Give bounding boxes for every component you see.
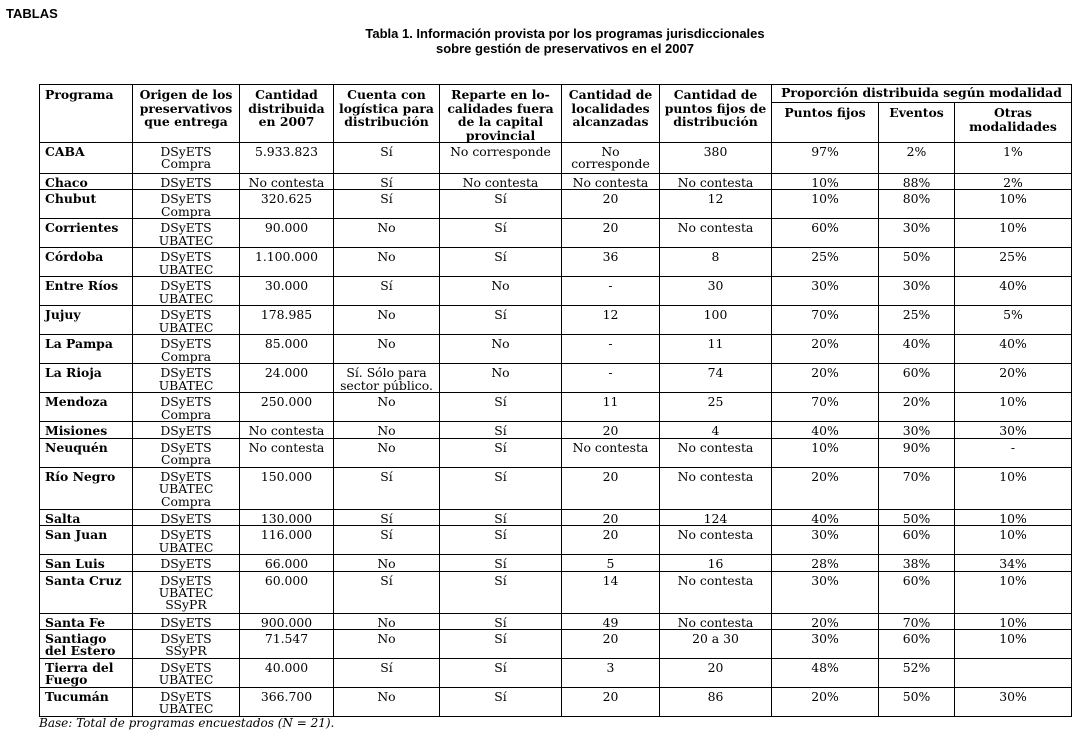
cell-logistica: No [334,248,440,277]
table-row [40,143,1072,174]
header-origen: Origen de los preservativos que entrega [133,85,240,143]
cell-otras: 10% [955,393,1072,422]
cell-cantidad: 66.000 [240,555,334,571]
cell-otras: 30% [955,688,1072,717]
table-footnote: Base: Total de programas encuestados (N = 21). [39,716,335,730]
cell-eventos: 40% [879,335,955,364]
cell-logistica: No [334,613,440,629]
cell-logistica: No [334,438,440,467]
cell-eventos: 88% [879,174,955,190]
table-row [40,219,1072,248]
cell-origen [133,613,240,629]
origen-item: Compra [161,156,211,172]
cell-reparte: No [440,277,562,306]
section-label: TABLAS [6,6,58,21]
cell-origen [133,190,240,219]
cell-otras: 10% [955,219,1072,248]
cell-localidades: 20 [562,509,660,525]
cell-puntos: No contesta [660,438,772,467]
cell-logistica: Sí [334,174,440,190]
cell-puntos-fijos: 25% [772,248,879,277]
origen-item: UBATEC [158,377,214,393]
table-row [40,438,1072,467]
table-row [40,364,1072,393]
cell-reparte: Sí [440,438,562,467]
cell-reparte: Sí [440,393,562,422]
cell-origen [133,277,240,306]
cell-programa: Salta [40,509,133,525]
origen-item: DSyETS [160,556,212,572]
cell-programa: Tierra del Fuego [40,659,133,688]
cell-puntos: 8 [660,248,772,277]
cell-eventos: 52% [879,659,955,688]
cell-origen [133,659,240,688]
origen-item: SSyPR [165,643,207,659]
origen-item: DSyETS [160,631,212,647]
cell-localidades: 12 [562,306,660,335]
cell-programa: La Pampa [40,335,133,364]
cell-logistica: No [334,688,440,717]
cell-localidades: - [562,364,660,393]
cell-cantidad: 320.625 [240,190,334,219]
origen-item: Compra [161,493,211,509]
cell-cantidad: 71.547 [240,630,334,659]
origen-item: DSyETS [160,510,212,526]
cell-otras: 10% [955,630,1072,659]
cell-puntos-fijos: 97% [772,143,879,174]
table-body [40,143,1072,717]
cell-reparte: No [440,364,562,393]
cell-otras: 20% [955,364,1072,393]
cell-programa: Tucumán [40,688,133,717]
cell-eventos: 38% [879,555,955,571]
cell-puntos-fijos: 10% [772,438,879,467]
cell-origen [133,364,240,393]
cell-localidades: No contesta [562,174,660,190]
cell-logistica: No [334,219,440,248]
origen-item: UBATEC [158,232,214,248]
cell-programa: Santa Cruz [40,571,133,613]
origen-item: DSyETS [160,439,212,455]
origen-item: UBATEC [158,701,214,717]
cell-puntos-fijos: 20% [772,335,879,364]
cell-otras: 10% [955,190,1072,219]
cell-reparte: Sí [440,613,562,629]
cell-origen [133,219,240,248]
cell-programa: San Luis [40,555,133,571]
cell-origen [133,174,240,190]
cell-origen [133,555,240,571]
cell-otras: 10% [955,571,1072,613]
cell-cantidad: 5.933.823 [240,143,334,174]
cell-reparte: Sí [440,467,562,509]
cell-eventos: 50% [879,248,955,277]
origen-item: Compra [161,348,211,364]
cell-eventos: 30% [879,422,955,438]
cell-programa: La Rioja [40,364,133,393]
cell-programa: Río Negro [40,467,133,509]
table-row [40,555,1072,571]
cell-programa: Santiago del Estero [40,630,133,659]
cell-origen [133,630,240,659]
cell-puntos: 16 [660,555,772,571]
cell-puntos-fijos: 20% [772,364,879,393]
cell-reparte: No contesta [440,174,562,190]
table-row [40,630,1072,659]
cell-programa: Misiones [40,422,133,438]
cell-origen [133,438,240,467]
cell-eventos: 60% [879,571,955,613]
cell-puntos: 12 [660,190,772,219]
origen-item: DSyETS [160,278,212,294]
cell-programa: CABA [40,143,133,174]
cell-origen [133,509,240,525]
cell-reparte: Sí [440,659,562,688]
origen-item: DSyETS [160,336,212,352]
cell-cantidad: 366.700 [240,688,334,717]
cell-otras: 10% [955,509,1072,525]
programs-table [39,84,1072,717]
table-header [40,85,1072,143]
cell-programa: Chubut [40,190,133,219]
cell-otras: 10% [955,526,1072,555]
cell-origen [133,422,240,438]
cell-reparte: Sí [440,630,562,659]
cell-localidades: - [562,277,660,306]
header-programa: Programa [40,85,133,143]
origen-item: DSyETS [160,220,212,236]
cell-logistica: Sí [334,467,440,509]
cell-cantidad: 116.000 [240,526,334,555]
cell-logistica: No [334,630,440,659]
cell-logistica: Sí [334,277,440,306]
cell-logistica: Sí [334,659,440,688]
cell-eventos: 70% [879,613,955,629]
cell-localidades: 20 [562,467,660,509]
cell-cantidad: 150.000 [240,467,334,509]
cell-puntos-fijos: 70% [772,393,879,422]
table-row [40,659,1072,688]
cell-cantidad: No contesta [240,422,334,438]
origen-item: DSyETS [160,614,212,630]
cell-otras [955,659,1072,688]
cell-cantidad: 900.000 [240,613,334,629]
cell-otras: - [955,438,1072,467]
origen-item: UBATEC [158,261,214,277]
table-row [40,613,1072,629]
cell-otras: 34% [955,555,1072,571]
cell-puntos-fijos: 10% [772,190,879,219]
table-row [40,571,1072,613]
table-row [40,526,1072,555]
cell-reparte: Sí [440,190,562,219]
cell-puntos: No contesta [660,571,772,613]
caption-line-2: sobre gestión de preservativos en el 2007 [436,41,694,56]
origen-item: DSyETS [160,689,212,705]
origen-item: DSyETS [160,468,212,484]
origen-item: DSyETS [160,527,212,543]
cell-eventos: 60% [879,364,955,393]
cell-otras: 40% [955,335,1072,364]
origen-item: DSyETS [160,423,212,439]
cell-cantidad: 90.000 [240,219,334,248]
cell-reparte: Sí [440,219,562,248]
cell-puntos-fijos: 48% [772,659,879,688]
cell-eventos: 25% [879,306,955,335]
cell-eventos: 2% [879,143,955,174]
cell-localidades: 20 [562,526,660,555]
cell-puntos: 30 [660,277,772,306]
cell-puntos-fijos: 10% [772,174,879,190]
cell-origen [133,335,240,364]
cell-localidades: 5 [562,555,660,571]
cell-eventos: 30% [879,277,955,306]
cell-logistica: No [334,555,440,571]
cell-localidades: 36 [562,248,660,277]
caption-line-1: Tabla 1. Información provista por los programas jurisdiccionales [365,26,765,41]
cell-reparte: No corresponde [440,143,562,174]
header-cantidad: Cantidad distribuida en 2007 [240,85,334,143]
origen-item: Compra [161,452,211,468]
cell-reparte: Sí [440,248,562,277]
cell-puntos: 100 [660,306,772,335]
origen-item: DSyETS [160,660,212,676]
cell-puntos-fijos: 40% [772,509,879,525]
cell-puntos-fijos: 30% [772,526,879,555]
origen-item: UBATEC [158,585,214,601]
cell-cantidad: 130.000 [240,509,334,525]
cell-origen [133,526,240,555]
cell-eventos: 80% [879,190,955,219]
cell-origen [133,248,240,277]
cell-reparte: Sí [440,509,562,525]
cell-puntos-fijos: 30% [772,630,879,659]
cell-eventos: 50% [879,509,955,525]
cell-otras: 30% [955,422,1072,438]
cell-puntos-fijos: 28% [772,555,879,571]
cell-localidades: 14 [562,571,660,613]
origen-item: Compra [161,203,211,219]
cell-origen [133,467,240,509]
cell-puntos: 20 a 30 [660,630,772,659]
table-caption [0,26,1077,56]
table-row [40,174,1072,190]
cell-puntos-fijos: 30% [772,277,879,306]
cell-reparte: Sí [440,555,562,571]
cell-programa: San Juan [40,526,133,555]
header-proporcion: Proporción distribuida según modalidad [772,85,1072,103]
cell-localidades: 3 [562,659,660,688]
cell-cantidad: 24.000 [240,364,334,393]
table-row [40,306,1072,335]
cell-eventos: 30% [879,219,955,248]
cell-localidades: No corresponde [562,143,660,174]
cell-cantidad: 178.985 [240,306,334,335]
cell-puntos: 4 [660,422,772,438]
cell-programa: Corrientes [40,219,133,248]
cell-puntos-fijos: 70% [772,306,879,335]
cell-otras: 40% [955,277,1072,306]
cell-puntos-fijos: 20% [772,688,879,717]
cell-eventos: 20% [879,393,955,422]
origen-item: DSyETS [160,572,212,588]
cell-eventos: 90% [879,438,955,467]
cell-localidades: No contesta [562,438,660,467]
cell-otras: 25% [955,248,1072,277]
cell-programa: Neuquén [40,438,133,467]
cell-logistica: No [334,393,440,422]
cell-cantidad: 30.000 [240,277,334,306]
cell-origen [133,688,240,717]
origen-item: DSyETS [160,175,212,190]
origen-item: UBATEC [158,290,214,306]
cell-reparte: No [440,335,562,364]
origen-item: UBATEC [158,539,214,555]
cell-localidades: 20 [562,219,660,248]
cell-localidades: 20 [562,422,660,438]
cell-puntos: 25 [660,393,772,422]
table-row [40,509,1072,525]
cell-puntos-fijos: 30% [772,571,879,613]
cell-localidades: 20 [562,688,660,717]
cell-puntos: No contesta [660,467,772,509]
cell-programa: Santa Fe [40,613,133,629]
cell-logistica: No [334,422,440,438]
cell-logistica: Sí [334,190,440,219]
table-row [40,277,1072,306]
cell-eventos: 70% [879,467,955,509]
origen-item: DSyETS [160,191,212,207]
cell-programa: Entre Ríos [40,277,133,306]
cell-programa: Mendoza [40,393,133,422]
origen-item: UBATEC [158,319,214,335]
header-localidades: Cantidad de localidades alcanzadas [562,85,660,143]
origen-item: DSyETS [160,394,212,410]
cell-reparte: Sí [440,306,562,335]
cell-localidades: 49 [562,613,660,629]
cell-logistica: No [334,335,440,364]
cell-logistica: Sí [334,526,440,555]
cell-otras: 1% [955,143,1072,174]
table-row [40,335,1072,364]
cell-cantidad: 85.000 [240,335,334,364]
cell-logistica: Sí [334,509,440,525]
cell-cantidad: No contesta [240,174,334,190]
cell-cantidad: No contesta [240,438,334,467]
cell-cantidad: 1.100.000 [240,248,334,277]
cell-logistica: Sí [334,571,440,613]
cell-puntos: 124 [660,509,772,525]
cell-otras: 5% [955,306,1072,335]
cell-eventos: 60% [879,526,955,555]
origen-item: DSyETS [160,249,212,265]
cell-otras: 10% [955,613,1072,629]
origen-item: DSyETS [160,144,212,159]
cell-cantidad: 40.000 [240,659,334,688]
cell-puntos: 86 [660,688,772,717]
cell-cantidad: 60.000 [240,571,334,613]
origen-item: DSyETS [160,365,212,381]
cell-reparte: Sí [440,422,562,438]
cell-puntos: 20 [660,659,772,688]
cell-origen [133,143,240,174]
origen-item: DSyETS [160,307,212,323]
cell-origen [133,393,240,422]
cell-localidades: - [562,335,660,364]
cell-puntos: No contesta [660,526,772,555]
cell-puntos: 380 [660,143,772,174]
cell-eventos: 60% [879,630,955,659]
cell-origen [133,306,240,335]
header-puntos: Cantidad de puntos fijos de distribución [660,85,772,143]
cell-logistica: No [334,306,440,335]
table-row [40,393,1072,422]
cell-puntos: No contesta [660,174,772,190]
cell-puntos: No contesta [660,613,772,629]
cell-programa: Chaco [40,174,133,190]
origen-item: UBATEC [158,481,214,497]
cell-logistica: Sí. Sólo para sector público. [334,364,440,393]
origen-item: UBATEC [158,672,214,688]
cell-puntos-fijos: 60% [772,219,879,248]
cell-cantidad: 250.000 [240,393,334,422]
cell-puntos: No contesta [660,219,772,248]
header-logistica: Cuenta con logística para distribución [334,85,440,143]
cell-reparte: Sí [440,688,562,717]
cell-otras: 10% [955,467,1072,509]
cell-localidades: 11 [562,393,660,422]
cell-eventos: 50% [879,688,955,717]
cell-puntos: 11 [660,335,772,364]
cell-localidades: 20 [562,190,660,219]
table-row [40,688,1072,717]
cell-programa: Córdoba [40,248,133,277]
cell-reparte: Sí [440,571,562,613]
table-row [40,190,1072,219]
cell-logistica: Sí [334,143,440,174]
cell-origen [133,571,240,613]
cell-reparte: Sí [440,526,562,555]
cell-puntos-fijos: 40% [772,422,879,438]
cell-programa: Jujuy [40,306,133,335]
cell-localidades: 20 [562,630,660,659]
cell-puntos: 74 [660,364,772,393]
header-eventos: Eventos [879,103,955,143]
origen-item: Compra [161,406,211,422]
table-row [40,422,1072,438]
header-reparte: Reparte en lo-calidades fuera de la capital provincial [440,85,562,143]
header-otras: Otras modalidades [955,103,1072,143]
table-row [40,467,1072,509]
cell-puntos-fijos: 20% [772,613,879,629]
cell-puntos-fijos: 20% [772,467,879,509]
header-puntos-fijos: Puntos fijos [772,103,879,143]
origen-item: SSyPR [165,597,207,613]
cell-otras: 2% [955,174,1072,190]
table-row [40,248,1072,277]
